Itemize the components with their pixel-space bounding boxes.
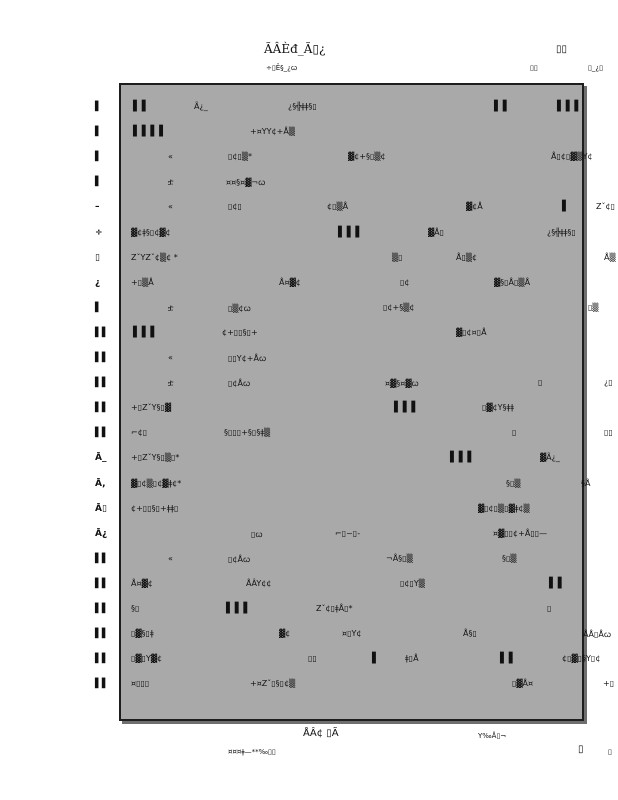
row-cell: ¤▯Y¢	[342, 629, 362, 639]
row-cell: ▯▓§▯ǂ	[131, 629, 154, 639]
row-cell: ▯▓¢Y§ǂǂ	[482, 403, 514, 413]
top-right-mark: ▯▯	[556, 44, 568, 55]
bar-marker: ▌	[372, 653, 381, 665]
bar-marker: ▌▌▌▌	[133, 126, 168, 138]
margin-label: ▌▌	[95, 679, 109, 690]
bar-marker: ▌▌	[549, 577, 567, 589]
margin-label: ▌	[95, 302, 102, 313]
row-cell: Å▯¢▯▓▒Y¢	[551, 152, 593, 162]
row-cell: +▯ZˇY§▯▒▯*	[131, 453, 180, 463]
row-cell: §Å	[581, 478, 591, 488]
row-cell: ▯ꞷ	[251, 529, 263, 539]
bar-marker: ▌	[562, 201, 571, 213]
margin-label: ▌▌	[95, 327, 109, 338]
margin-label: ▌▌	[95, 403, 109, 414]
document-sheet	[119, 83, 584, 721]
row-cell: ▓Å▯	[428, 227, 445, 237]
top-right-sub-a: ▯▯	[530, 64, 538, 72]
row-cell: ▯▓▯Y▓¢	[131, 654, 163, 664]
row-cell: ¤¤§¤▓¬ꞷ	[226, 178, 266, 188]
row-cell: ¢+▯▯§▯+	[222, 327, 258, 337]
row-cell: Zˇ¢▯	[596, 202, 615, 212]
row-cell: Å¤▓¢	[279, 277, 301, 287]
bar-marker: ▌▌▌	[557, 101, 584, 112]
row-cell: «	[168, 202, 173, 212]
row-cell: ቷ	[168, 302, 174, 312]
margin-label: ▌▌	[95, 604, 109, 614]
row-cell: §▯▒	[502, 553, 517, 563]
margin-label: ▌	[95, 127, 102, 138]
margin-label: ¿	[95, 277, 101, 288]
row-cell: ▓¢Å	[466, 202, 483, 212]
row-cell: ¿§╬ǂǂ§▯	[547, 227, 576, 237]
row-cell: ¢▯▒Å	[327, 202, 349, 212]
row-cell: ▓Ã¿_	[540, 453, 560, 463]
row-cell: ⌐¢▯	[131, 428, 148, 438]
row-cell: ▯¢Åꞷ	[228, 554, 251, 564]
row-cell: ▯▒	[588, 302, 599, 312]
row-cell: +▯ZˇY§▯▓	[131, 403, 172, 413]
row-cell: ▯	[538, 378, 543, 388]
row-cell: ▓▯¢▒▯¢▓ǂ¢*	[131, 478, 182, 488]
row-cell: ▯▓Å¤	[512, 679, 534, 689]
row-cell: ▯▯Y¢+Åꞷ	[228, 354, 267, 363]
margin-label: ▌▌	[95, 578, 109, 589]
margin-label: ▌▌	[95, 378, 109, 389]
row-cell: ▯¢▯	[228, 202, 242, 212]
top-right-sub-b: ▯_¿▯	[588, 64, 603, 72]
row-cell: +¤YY¢+Å▒	[250, 127, 295, 137]
bar-marker: ▌▌	[494, 101, 512, 112]
footer-bottom-line: ¤¤¤ǂ—**‰▯▯	[228, 748, 276, 756]
bar-marker: ▌▌▌	[394, 402, 421, 414]
footer-right-text: Y‰Å▯¬	[478, 732, 507, 740]
row-cell: ▯▯	[308, 654, 317, 664]
row-cell: ¢+▯▯§▯+ǂǂ▯	[131, 503, 179, 513]
footer-center-text: ÅÂ¢ ▯Ã	[303, 728, 339, 739]
margin-label: Ā_	[95, 453, 107, 464]
row-cell: §▯▯▯+§▯§ǂ▒	[224, 428, 271, 438]
page-subtitle: ÷▯Ê§_¿ꞷ	[266, 64, 298, 72]
row-cell: ▓¢ǂ§▯¢▓¢	[131, 227, 171, 237]
row-cell: ¿§╬ǂǂ§▯	[288, 102, 317, 111]
row-cell: ¤▯▯▯	[131, 679, 150, 689]
row-cell: ቷ	[168, 378, 174, 388]
margin-label: ▌▌	[95, 654, 109, 665]
row-cell: Zˇ¢▯ǂÅ▯*	[316, 604, 353, 613]
row-cell: ▯¢▯Y▒	[400, 578, 425, 588]
row-cell: ¤▓▯▯¢+Å▯▯—	[493, 528, 548, 538]
row-cell: Å§▯	[463, 629, 477, 639]
margin-label: Ā▯	[95, 503, 107, 514]
row-cell: Ã¿_	[194, 102, 208, 111]
row-cell: ¬Å§▯▒	[386, 553, 413, 563]
row-cell: ▯¢Åꞷ	[228, 379, 251, 389]
row-cell: ¤▓§¤▓ꞷ	[385, 379, 419, 389]
margin-label: –	[95, 202, 100, 213]
row-cell: ▯	[512, 428, 517, 438]
row-cell: §▯▒	[506, 478, 521, 488]
margin-label: ▌▌	[95, 428, 109, 439]
margin-label: ÷	[95, 227, 103, 238]
row-cell: ▯¢+§▒¢	[383, 302, 415, 312]
row-cell: Å¤▓¢	[131, 578, 153, 588]
row-cell: §▯	[131, 604, 140, 613]
bar-marker: ▌▌▌	[133, 326, 160, 338]
row-cell: ÅÅ▯Åꞷ	[583, 630, 612, 640]
footer-mark-a: ▯	[578, 744, 584, 755]
margin-label: ▌	[95, 152, 102, 163]
row-cell: ⌐▯~▯-	[335, 528, 361, 538]
row-cell: ▯▒¢ꞷ	[228, 303, 251, 313]
margin-label: Ā¿	[95, 528, 108, 539]
row-cell: ¿▯	[604, 378, 613, 388]
row-cell: «	[168, 152, 173, 162]
row-cell: ▓§▯Å▯▒Å	[494, 277, 531, 287]
row-cell: Å▯▒¢	[456, 252, 478, 262]
row-cell: ÅÂY¢¢	[246, 578, 272, 588]
margin-label: Ā,	[95, 478, 106, 489]
row-cell: ▯	[547, 604, 552, 613]
bar-marker: ▌▌▌	[338, 226, 365, 238]
footer-mark-b: ▯	[608, 748, 612, 756]
bar-marker: ▌▌▌	[226, 603, 253, 614]
row-cell: Å▒	[604, 252, 616, 262]
row-cell: ▯¢	[400, 277, 410, 287]
bar-marker: ▌▌▌	[450, 452, 477, 464]
margin-label: ▌▌	[95, 629, 109, 640]
margin-label: ▌	[95, 102, 102, 112]
page-title: ÃÂÈđ_Ã▯¿	[264, 42, 326, 56]
row-cell: +▯▒Å	[131, 277, 154, 287]
row-cell: «	[168, 553, 173, 563]
row-cell: ▯¢▯▒*	[228, 152, 253, 162]
margin-label: ▌▌	[95, 353, 109, 363]
row-cell: +▯	[603, 679, 615, 689]
margin-label: ▌	[95, 177, 102, 188]
row-cell: ¢▯▓▯§Y▯¢	[562, 654, 601, 664]
row-cell: «	[168, 353, 173, 362]
row-cell: +¤Zˇ▯§▯¢▒	[250, 679, 296, 689]
row-cell: ቷ	[168, 177, 174, 187]
row-cell: ▓▯¢▯▒▯▓ǂ¢▒	[478, 503, 530, 513]
row-cell: ▓▯¢¤▯Å	[456, 327, 487, 337]
bar-marker: ▌▌	[500, 653, 518, 665]
margin-label: ▌▌	[95, 553, 109, 564]
bar-marker: ▌▌	[133, 101, 151, 112]
row-cell: ǂ▯Å	[405, 654, 419, 664]
margin-label: ▯	[95, 252, 100, 263]
row-cell: ▓¢+§▯▒¢	[348, 152, 386, 162]
row-cell: ▓¢	[279, 629, 291, 639]
row-cell: ▒▯	[392, 252, 403, 262]
row-cell: ZˇYZˇ¢▒¢ *	[131, 252, 178, 262]
row-cell: ▯▯	[604, 428, 613, 438]
